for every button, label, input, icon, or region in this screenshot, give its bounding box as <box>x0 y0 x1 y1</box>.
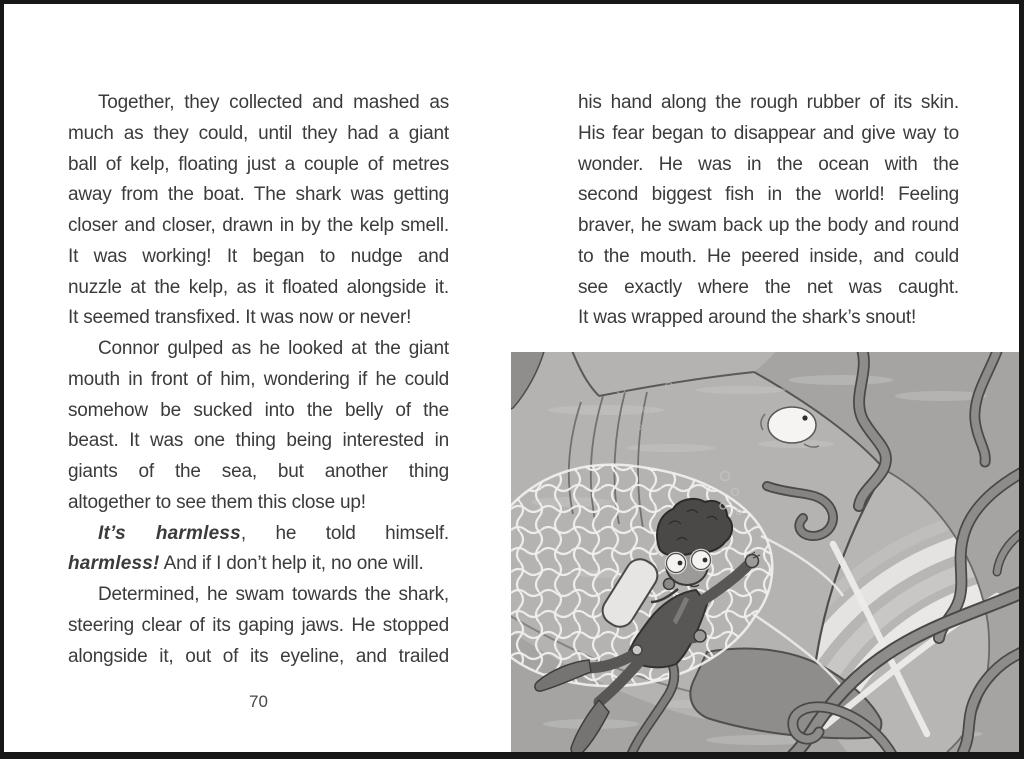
page-number: 70 <box>249 692 268 711</box>
mask-lens <box>667 554 686 573</box>
text-line: his hand along the rough rubber of its skin. <box>578 92 959 113</box>
left-page-text <box>68 88 449 672</box>
regulator <box>664 579 675 590</box>
story-illustration <box>511 352 1020 755</box>
right-page-text <box>578 88 959 334</box>
text-line: nuzzle at the kelp, as it floated alongside it. <box>68 276 449 298</box>
text-line: harmless! And if I don’t help it, no one will. <box>68 553 424 575</box>
belt-buckle <box>632 645 642 655</box>
text-line: to the mouth. He peered inside, and could <box>578 245 959 267</box>
text-line: Connor gulped as he looked at the giant <box>98 338 449 359</box>
text-line: steering clear of its gaping jaws. He stopped <box>68 614 449 636</box>
text-line: second biggest fish in the world! Feeling <box>578 184 959 206</box>
diver-hand <box>694 630 706 642</box>
text-line: Together, they collected and mashed as <box>98 92 449 113</box>
text-line: somehow be sucked into the belly of the <box>68 399 449 421</box>
text-line: wonder. He was in the ocean with the <box>578 153 959 175</box>
text-line: It’s harmless, he told himself. <box>98 522 449 544</box>
text-line: It was working! It began to nudge and <box>68 245 449 267</box>
text-line: It was wrapped around the shark’s snout! <box>578 307 917 329</box>
text-line: away from the boat. The shark was getting <box>68 184 449 206</box>
text-line: closer and closer, drawn in by the kelp smell. <box>68 215 449 236</box>
text-line: alongside it, out of its eyeline, and trailed <box>68 645 449 667</box>
text-line: altogether to see them this close up! <box>68 491 366 513</box>
eye-pupil <box>802 415 807 420</box>
text-line: braver, he swam back up the body and round <box>578 215 959 236</box>
mask-lens <box>692 551 711 570</box>
eye-pupil <box>703 558 708 563</box>
text-line: ball of kelp, floating just a couple of metres <box>68 153 449 175</box>
text-line: much as they could, until they had a giant <box>68 122 449 144</box>
text-line: Determined, he swam towards the shark, <box>98 584 449 605</box>
eye-pupil <box>678 561 683 566</box>
text-line: giants of the sea, but another thing <box>68 461 449 482</box>
text-line: see exactly where the net was caught. <box>578 276 959 298</box>
text-line: mouth in front of him, wondering if he could <box>68 368 449 390</box>
text-line: His fear began to disappear and give way to <box>578 122 959 144</box>
text-line: It seemed transfixed. It was now or never! <box>68 307 412 329</box>
text-line: beast. It was one thing being interested in <box>68 430 449 452</box>
